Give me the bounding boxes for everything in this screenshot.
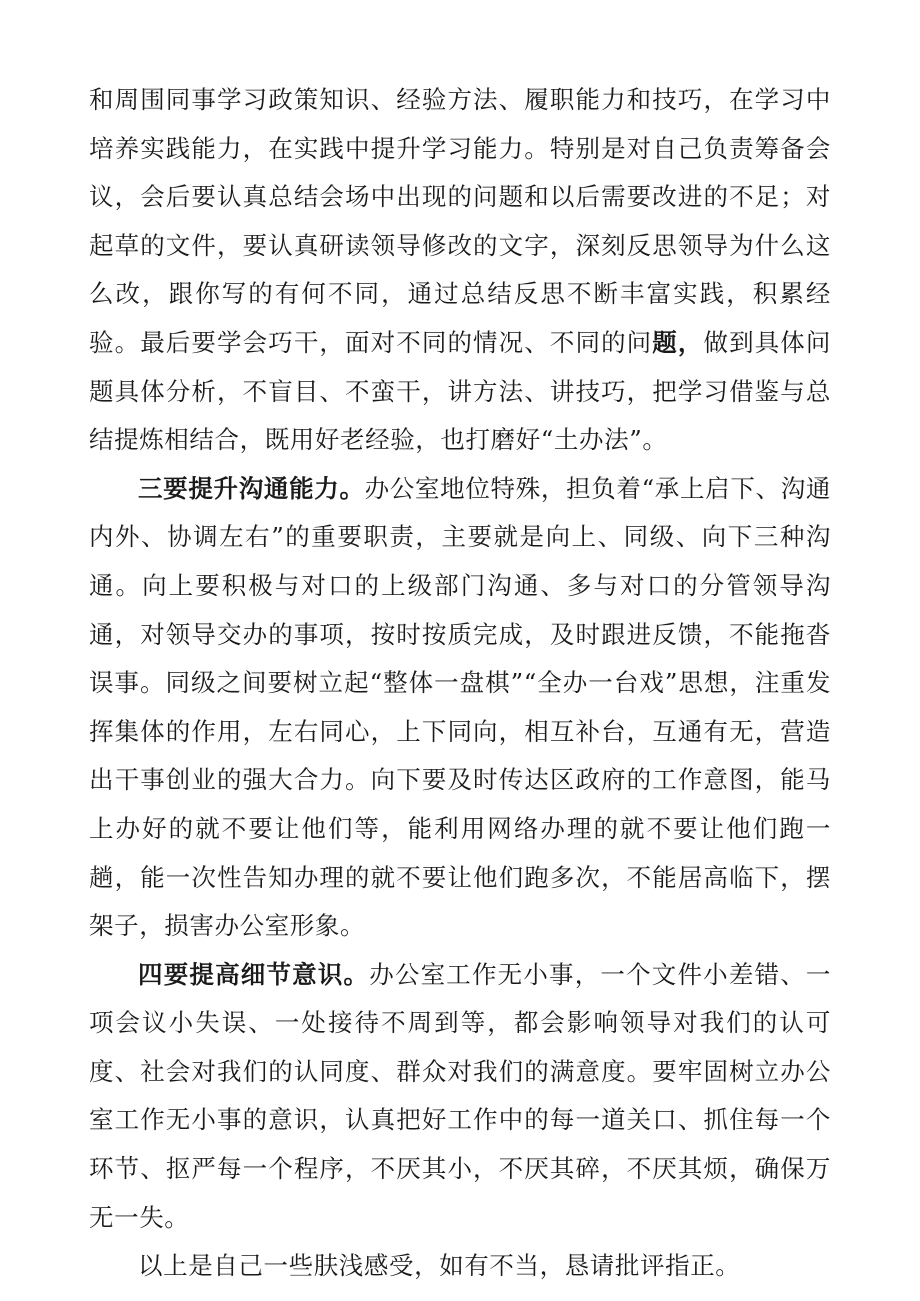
- paragraph-communication: [89, 465, 831, 951]
- paragraph-detail: [89, 951, 831, 1243]
- paragraph-heading: 三要提升沟通能力。: [138, 473, 365, 503]
- paragraph-bold-text: 题，: [652, 327, 704, 357]
- paragraph-text: 以上是自己一些肤浅感受，如有不当，恳请批评指正。: [138, 1251, 741, 1281]
- paragraph-text: 和周围同事学习政策知识、经验方法、履职能力和技巧，在学习中培养实践能力，在实践中提升学习能力。特别是对自己负责筹备会议，会后要认真总结会场中出现的问题和以后需要改进的不足；对起草的文件，要认真研读领导修改的文字，深刻反思领导为什么这么改，跟你写的有何不同，通过总结反思不断丰富实践，积累经验。最后要学会巧干，面对不同的情况、不同的问: [89, 85, 831, 357]
- paragraph-text: 办公室地位特殊，担负着“承上启下、沟通内外、协调左右”的重要职责，主要就是向上、同级、向下三种沟通。向上要积极与对口的上级部门沟通、多与对口的分管领导沟通，对领导交办的事项，按时按质完成，及时跟进反馈，不能拖沓误事。同级之间要树立起“整体一盘棋”“全办一台戏”思想，注重发挥集体的作用，左右同心，上下同向，相互补台，互通有无，营造出干事创业的强大合力。向下要及时传达区政府的工作意图，能马上办好的就不要让他们等，能利用网络办理的就不要让他们跑一趟，能一次性告知办理的就不要让他们跑多次，不能居高临下，摆架子，损害办公室形象。: [89, 473, 831, 941]
- paragraph-closing: [89, 1242, 831, 1291]
- document-body: [89, 76, 831, 1291]
- paragraph-heading: 四要提高细节意识。: [138, 959, 370, 989]
- paragraph-continuation: [89, 76, 831, 465]
- paragraph-text: 做到具体问题具体分析，不盲目、不蛮干，讲方法、讲技巧，把学习借鉴与总结提炼相结合，既用好老经验，也打磨好“土办法”。: [89, 327, 832, 455]
- paragraph-text: 办公室工作无小事，一个文件小差错、一项会议小失误、一处接待不周到等，都会影响领导对我们的认可度、社会对我们的认同度、群众对我们的满意度。要牢固树立办公室工作无小事的意识，认真把好工作中的每一道关口、抓住每一个环节、抠严每一个程序，不厌其小，不厌其碎，不厌其烦，确保万无一失。: [89, 959, 831, 1232]
